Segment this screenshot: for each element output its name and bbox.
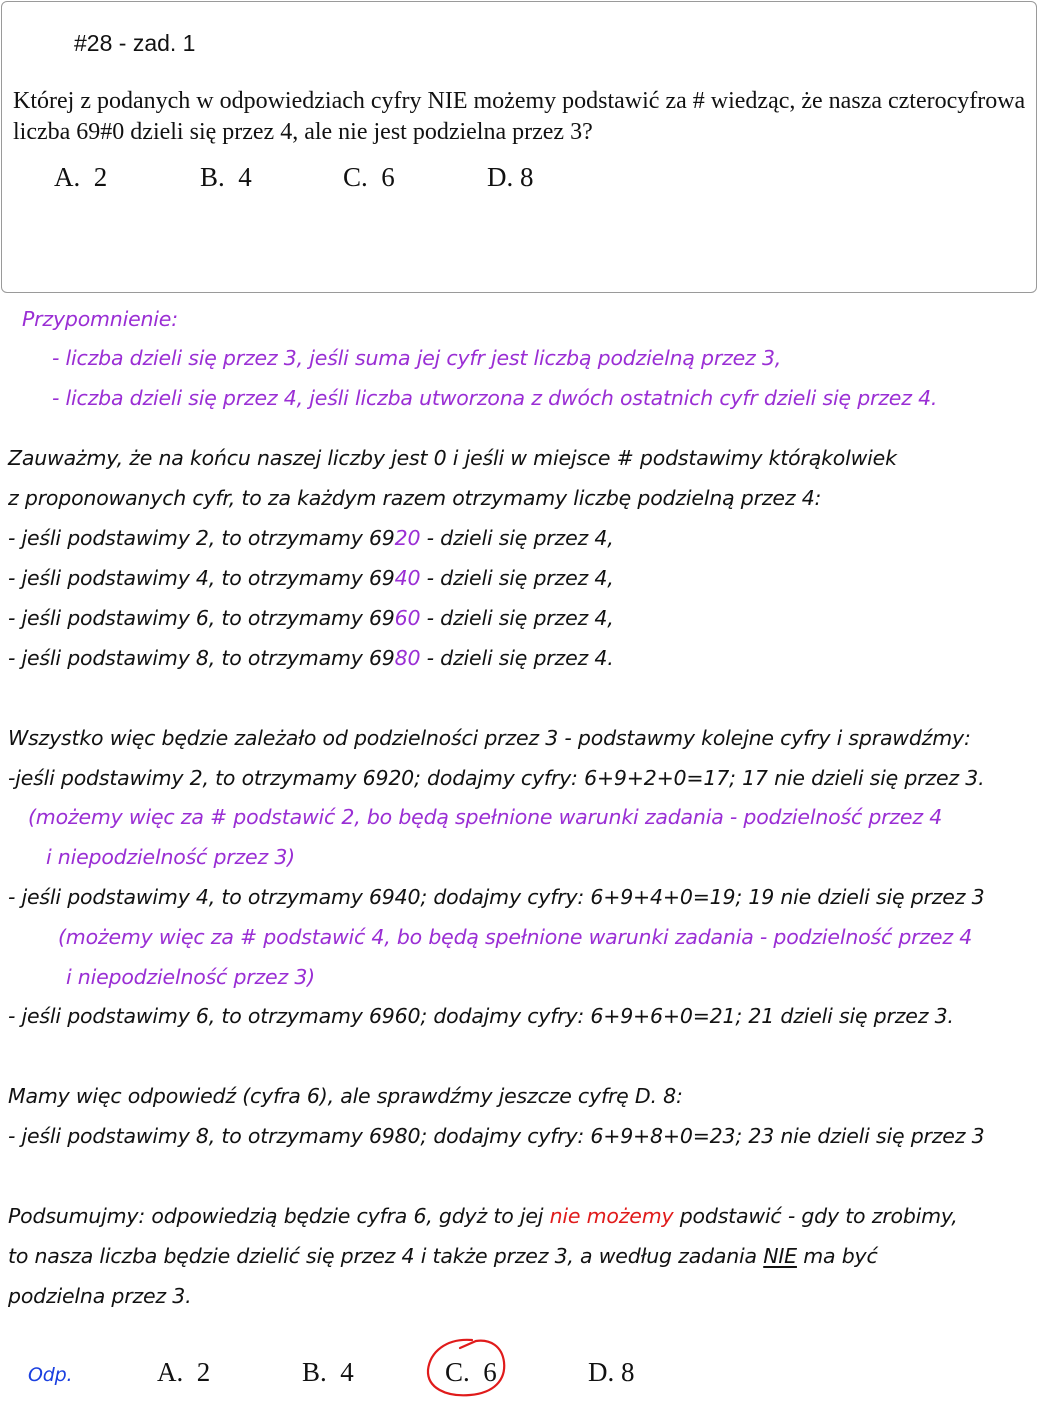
case-highlight: 60	[394, 606, 421, 630]
extra-line-1: Mamy więc odpowiedź (cyfra 6), ale sprawdźmy jeszcze cyfrę D. 8:	[8, 1084, 683, 1108]
case-highlight: 40	[394, 566, 421, 590]
case-highlight: 80	[394, 646, 421, 670]
case-line-2	[8, 526, 614, 550]
summary-text: to nasza liczba będzie dzielić się przez 4 i także przez 3, a według zadania	[8, 1244, 764, 1268]
case-text: - dzieli się przez 4,	[420, 526, 614, 550]
check-intro: Wszystko więc będzie zależało od podzielności przez 3 - podstawmy kolejne cyfry i sprawdźmy:	[8, 726, 971, 750]
check-note-2a: (możemy więc za # podstawić 2, bo będą spełnione warunki zadania - podzielność przez 4	[28, 805, 943, 829]
reminder-title: Przypomnienie:	[22, 307, 178, 331]
summary-emphasis: nie możemy	[549, 1204, 674, 1228]
intro-line-2: z proponowanych cyfr, to za każdym razem otrzymamy liczbę podzielną przez 4:	[8, 486, 822, 510]
case-text: - dzieli się przez 4,	[420, 606, 614, 630]
case-text: - dzieli się przez 4.	[420, 646, 614, 670]
check-case-6: - jeśli podstawimy 6, to otrzymamy 6960; dodajmy cyfry: 6+9+6+0=21; 21 dzieli się przez 3.	[8, 1004, 954, 1028]
summary-underline: NIE	[763, 1244, 797, 1268]
reminder-rule-4: - liczba dzieli się przez 4, jeśli liczba utworzona z dwóch ostatnich cyfr dzieli się przez 4.	[52, 386, 938, 410]
answer-option-a[interactable]: A. 2	[157, 1357, 211, 1387]
summary-line-1	[8, 1204, 958, 1228]
case-text: - jeśli podstawimy 4, to otrzymamy 69	[8, 566, 395, 590]
check-note-4a: (możemy więc za # podstawić 4, bo będą spełnione warunki zadania - podzielność przez 4	[58, 925, 973, 949]
case-line-6	[8, 606, 614, 630]
reminder-rule-3: - liczba dzieli się przez 3, jeśli suma jej cyfr jest liczbą podzielną przez 3,	[52, 346, 782, 370]
task-question: Której z podanych w odpowiedziach cyfry NIE możemy podstawić za # wiedząc, że nasza czterocyfrowa liczba 69#0 dzieli się przez 4, ale nie jest podzielna przez 3?	[13, 88, 1026, 145]
option-a[interactable]: A. 2	[54, 162, 108, 192]
answer-label: Odp.	[28, 1364, 73, 1386]
answer-option-d[interactable]: D. 8	[588, 1357, 635, 1387]
intro-line-1: Zauważmy, że na końcu naszej liczby jest 0 i jeśli w miejsce # podstawimy którąkolwiek	[8, 446, 897, 470]
answer-option-c[interactable]: C. 6	[445, 1357, 497, 1387]
option-d[interactable]: D. 8	[487, 162, 534, 192]
check-note-2b: i niepodzielność przez 3)	[46, 845, 295, 869]
summary-text: podstawić - gdy to zrobimy,	[673, 1204, 958, 1228]
check-case-4: - jeśli podstawimy 4, to otrzymamy 6940; dodajmy cyfry: 6+9+4+0=19; 19 nie dzieli się przez 3	[8, 885, 985, 909]
check-note-4b: i niepodzielność przez 3)	[66, 965, 315, 989]
answer-circle-mark	[424, 1336, 510, 1398]
summary-text: ma być	[796, 1244, 878, 1268]
case-text: - jeśli podstawimy 2, to otrzymamy 69	[8, 526, 395, 550]
summary-line-3: podzielna przez 3.	[8, 1284, 192, 1308]
case-text: - jeśli podstawimy 6, to otrzymamy 69	[8, 606, 395, 630]
case-line-8	[8, 646, 614, 670]
task-id: #28 - zad. 1	[74, 30, 196, 56]
summary-text: Podsumujmy: odpowiedzią będzie cyfra 6, gdyż to jej	[8, 1204, 550, 1228]
extra-line-2: - jeśli podstawimy 8, to otrzymamy 6980; dodajmy cyfry: 6+9+8+0=23; 23 nie dzieli się przez 3	[8, 1124, 985, 1148]
case-line-4	[8, 566, 614, 590]
answer-option-b[interactable]: B. 4	[302, 1357, 354, 1387]
case-text: - jeśli podstawimy 8, to otrzymamy 69	[8, 646, 395, 670]
option-b[interactable]: B. 4	[200, 162, 252, 192]
case-text: - dzieli się przez 4,	[420, 566, 614, 590]
option-c[interactable]: C. 6	[343, 162, 395, 192]
check-case-2: -jeśli podstawimy 2, to otrzymamy 6920; dodajmy cyfry: 6+9+2+0=17; 17 nie dzieli się przez 3.	[8, 766, 985, 790]
summary-line-2	[8, 1244, 878, 1268]
task-box	[1, 1, 1037, 293]
case-highlight: 20	[394, 526, 421, 550]
